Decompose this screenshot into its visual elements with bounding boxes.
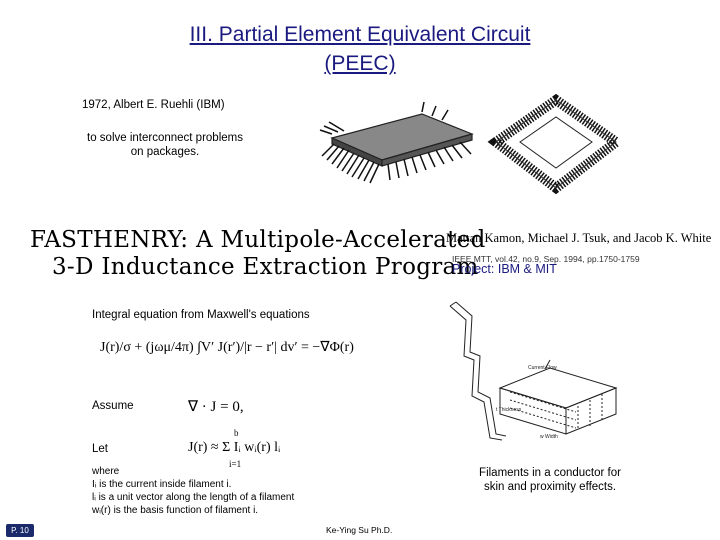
- integral-equation: J(r)/σ + (jωμ/4π) ∫V′ J(r′)/|r − r′| dv′ = −∇Φ(r): [100, 340, 354, 355]
- label-width: w Width: [540, 434, 558, 440]
- paper-authors: Mattan Kamon, Michael J. Tsuk, and Jacob K. White: [446, 231, 712, 245]
- sum-lower-limit: i=1: [229, 459, 242, 469]
- title-line-1: III. Partial Element Equivalent Circuit: [189, 23, 531, 46]
- purpose-line-1: to solve interconnect problems: [87, 132, 243, 144]
- title-line-2: (PEEC): [324, 52, 396, 75]
- label-current-flow: Current Flow: [528, 365, 557, 371]
- sum-upper-limit: b: [234, 428, 239, 438]
- year-author: 1972, Albert E. Ruehli (IBM): [82, 99, 225, 111]
- figure-caption: [460, 466, 640, 494]
- paper-reference: IEEE MTT, vol.42, no.9, Sep. 1994, pp.1750-1759: [452, 254, 640, 264]
- project-label: Project: IBM & MIT: [452, 262, 557, 276]
- ic-package-image: [312, 86, 482, 186]
- footer-author: Ke-Ying Su Ph.D.: [326, 525, 393, 535]
- definition-unit-vector: lᵢ is a unit vector along the length of a filament: [92, 492, 295, 503]
- paper-title-line-2: 3-D Inductance Extraction Program: [52, 254, 479, 280]
- caption-line-1: Filaments in a conductor for: [479, 467, 621, 479]
- paper-title-line-1: FASTHENRY: A Multipole-Accelerated: [30, 227, 486, 253]
- divergence-equation: ∇ · J = 0,: [188, 399, 244, 415]
- purpose-text: [70, 131, 260, 159]
- definitions: [92, 465, 294, 517]
- caption-line-2: skin and proximity effects.: [483, 481, 617, 493]
- let-label: Let: [92, 443, 108, 455]
- assume-label: Assume: [92, 400, 134, 412]
- expansion-equation: J(r) ≈ Σ Iᵢ wᵢ(r) lᵢ: [188, 440, 281, 455]
- filament-figure: [440, 296, 620, 446]
- equations-heading: Integral equation from Maxwell's equations: [92, 309, 310, 321]
- definition-basis: wᵢ(r) is the basis function of filament i.: [92, 505, 259, 516]
- definition-current: Iᵢ is the current inside filament i.: [92, 479, 232, 490]
- label-thickness: t Thickness: [496, 407, 522, 413]
- page-number-badge: P. 10: [6, 524, 34, 537]
- purpose-line-2: on packages.: [130, 146, 200, 158]
- package-frame-image: [486, 92, 626, 197]
- where-label: where: [92, 466, 120, 477]
- page-title: [0, 20, 720, 78]
